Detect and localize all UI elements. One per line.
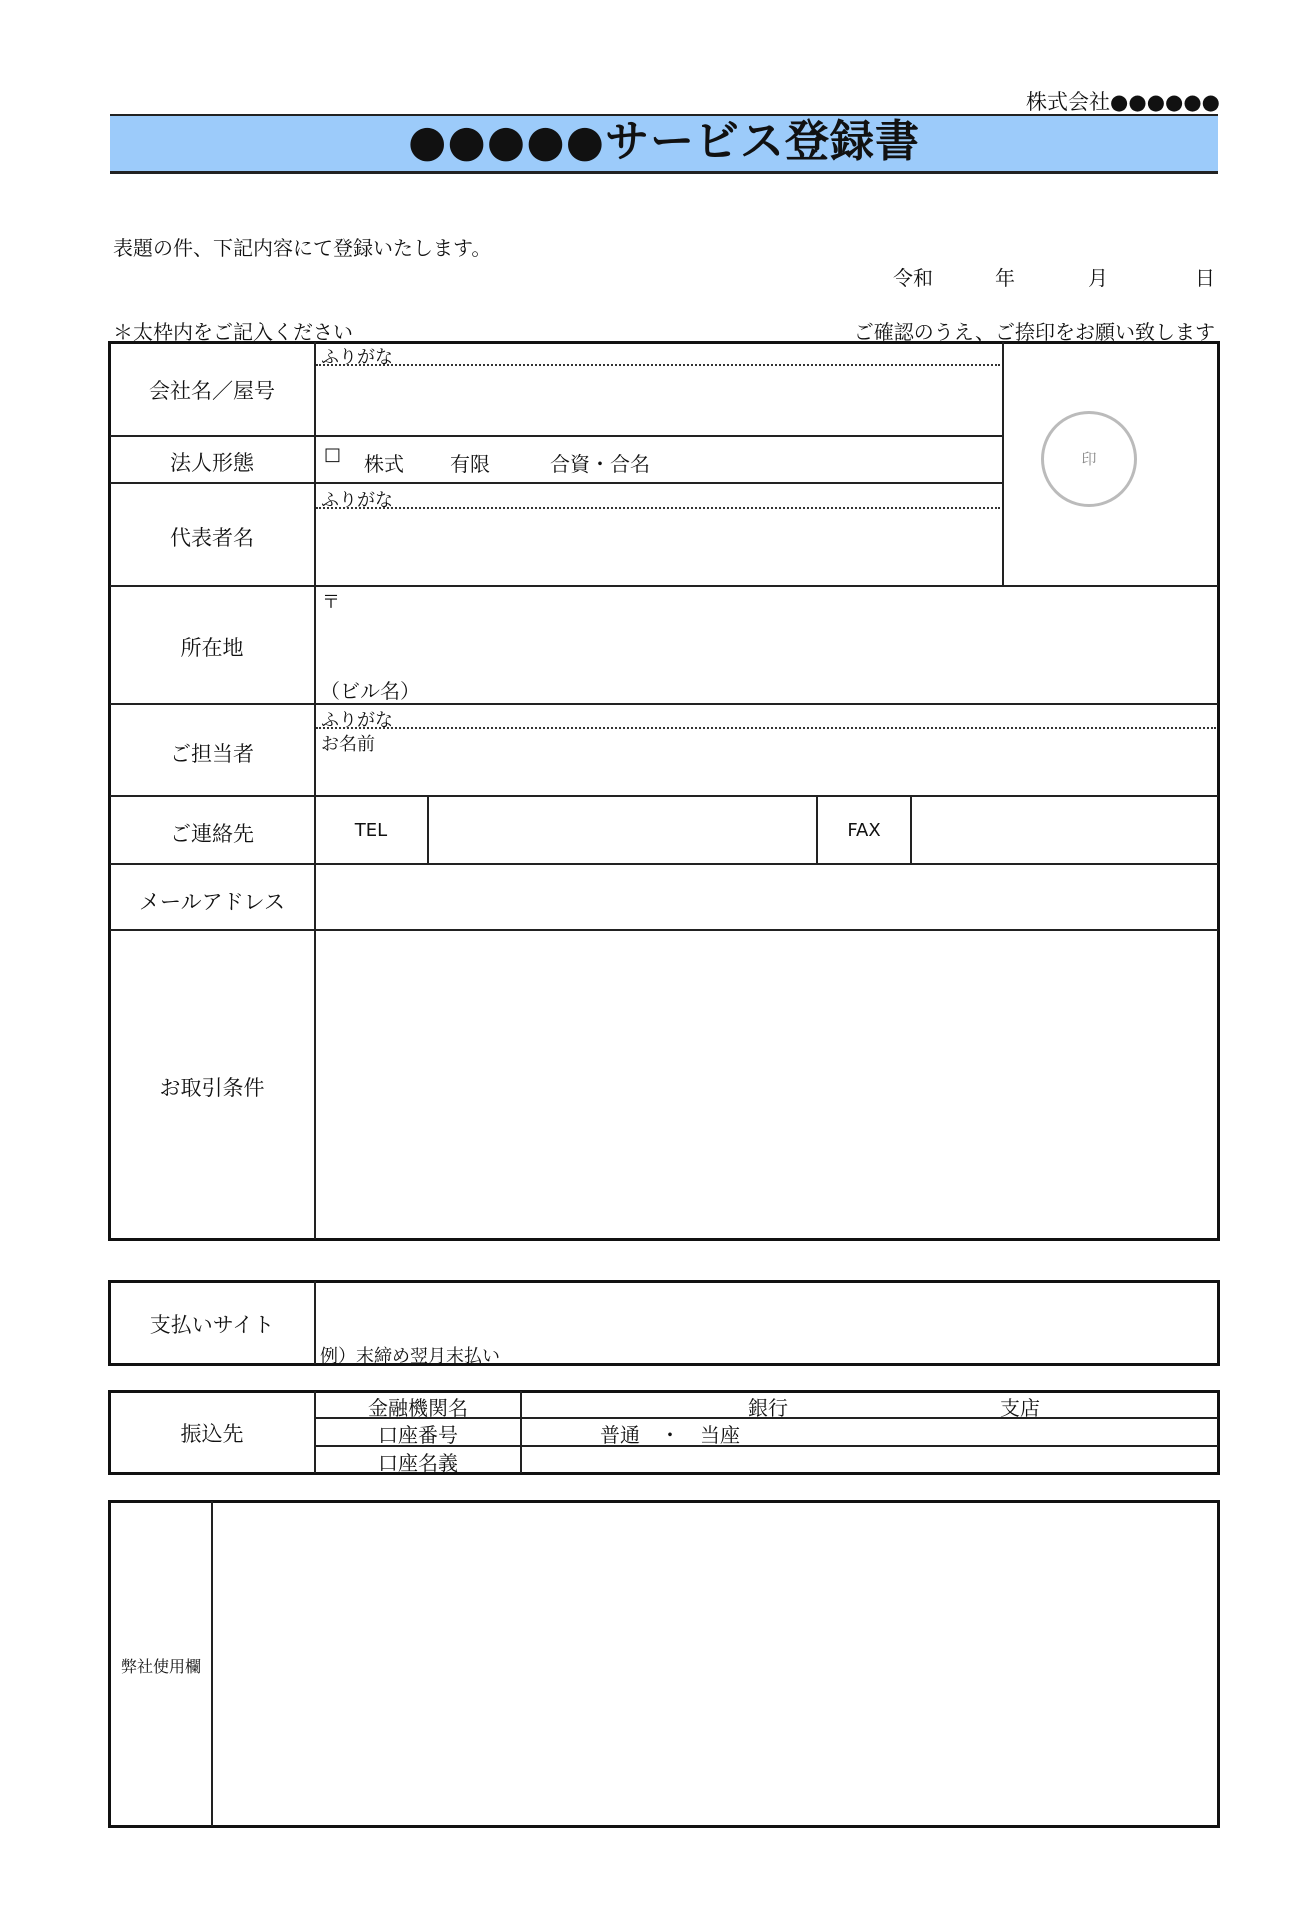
building-name-label: （ビル名） (320, 679, 420, 703)
seal-column-divider (1002, 342, 1004, 587)
address-label: 所在地 (180, 636, 244, 660)
contact-furigana-label: ふりがな (321, 710, 393, 731)
row-divider (110, 585, 1218, 587)
office-use-field[interactable] (214, 1503, 1216, 1825)
terms-field[interactable] (316, 932, 1216, 1238)
date-year: 年 (995, 266, 1015, 290)
corp-type-option-yugen[interactable]: 有限 (450, 452, 490, 476)
page-title: ●●●●●サービス登録書 (408, 116, 920, 167)
date-era: 令和 (893, 266, 933, 290)
company-furigana-label: ふりがな (321, 347, 393, 368)
email-label: メールアドレス (139, 890, 285, 914)
seal-stamp-circle[interactable] (1041, 411, 1137, 507)
row-divider (110, 435, 1002, 437)
representative-field[interactable] (316, 509, 1000, 583)
row-divider (110, 863, 1218, 865)
office-use-label: 弊社使用欄 (120, 1657, 201, 1676)
intro-text: 表題の件、下記内容にて登録いたします。 (113, 236, 492, 260)
company-name-label: 会社名／屋号 (149, 379, 275, 403)
tel-label: TEL (354, 820, 388, 841)
corp-type-option-goshi[interactable]: 合資・合名 (550, 452, 650, 476)
furigana-divider (316, 727, 1216, 729)
bank-label: 振込先 (180, 1422, 244, 1446)
seal-label: 印 (1081, 450, 1097, 468)
cell-divider (211, 1501, 213, 1826)
branch-suffix: 支店 (1000, 1396, 1040, 1420)
contact-person-field[interactable] (400, 730, 1216, 793)
account-holder-label: 口座名義 (378, 1451, 458, 1475)
email-field[interactable] (316, 866, 1216, 927)
instruction-note: ＊太枠内をご記入ください (113, 320, 353, 344)
row-divider (110, 703, 1218, 705)
date-month: 月 (1088, 266, 1108, 290)
contact-person-label: ご担当者 (170, 742, 254, 766)
cell-divider (520, 1391, 522, 1473)
bank-suffix: 銀行 (748, 1396, 788, 1420)
payment-site-field[interactable] (316, 1284, 1216, 1339)
contact-label: ご連絡先 (170, 822, 254, 846)
contact-name-label: お名前 (321, 734, 375, 755)
company-name-field[interactable] (316, 366, 1000, 434)
address-field[interactable] (316, 612, 1216, 670)
title-underline (110, 172, 1218, 174)
seal-request-note: ご確認のうえ、ご捺印をお願い致します (853, 320, 1215, 344)
cell-divider (427, 796, 429, 863)
corp-type-checkbox[interactable]: □ (324, 444, 342, 465)
row-divider (110, 929, 1218, 931)
company-name: 株式会社●●●●●● (1026, 90, 1220, 114)
cell-divider (910, 796, 912, 863)
fax-field[interactable] (913, 798, 1216, 861)
account-type-options[interactable]: 普通 ・ 当座 (600, 1423, 740, 1447)
row-divider (110, 482, 1002, 484)
account-holder-field[interactable] (523, 1448, 1216, 1472)
account-number-label: 口座番号 (378, 1423, 458, 1447)
corp-type-option-kabushiki[interactable]: 株式 (364, 452, 404, 476)
payment-site-label: 支払いサイト (149, 1313, 275, 1337)
representative-label: 代表者名 (170, 526, 254, 550)
row-divider (110, 795, 1218, 797)
bank-name-label: 金融機関名 (368, 1396, 468, 1420)
terms-label: お取引条件 (159, 1076, 265, 1100)
fax-label: FAX (847, 820, 881, 841)
postal-mark: 〒 (322, 592, 340, 613)
corp-type-label: 法人形態 (170, 451, 254, 475)
date-day: 日 (1195, 266, 1215, 290)
representative-furigana-label: ふりがな (321, 490, 393, 511)
payment-example: 例）末締め翌月末払い (320, 1346, 500, 1367)
tel-field[interactable] (430, 798, 814, 861)
